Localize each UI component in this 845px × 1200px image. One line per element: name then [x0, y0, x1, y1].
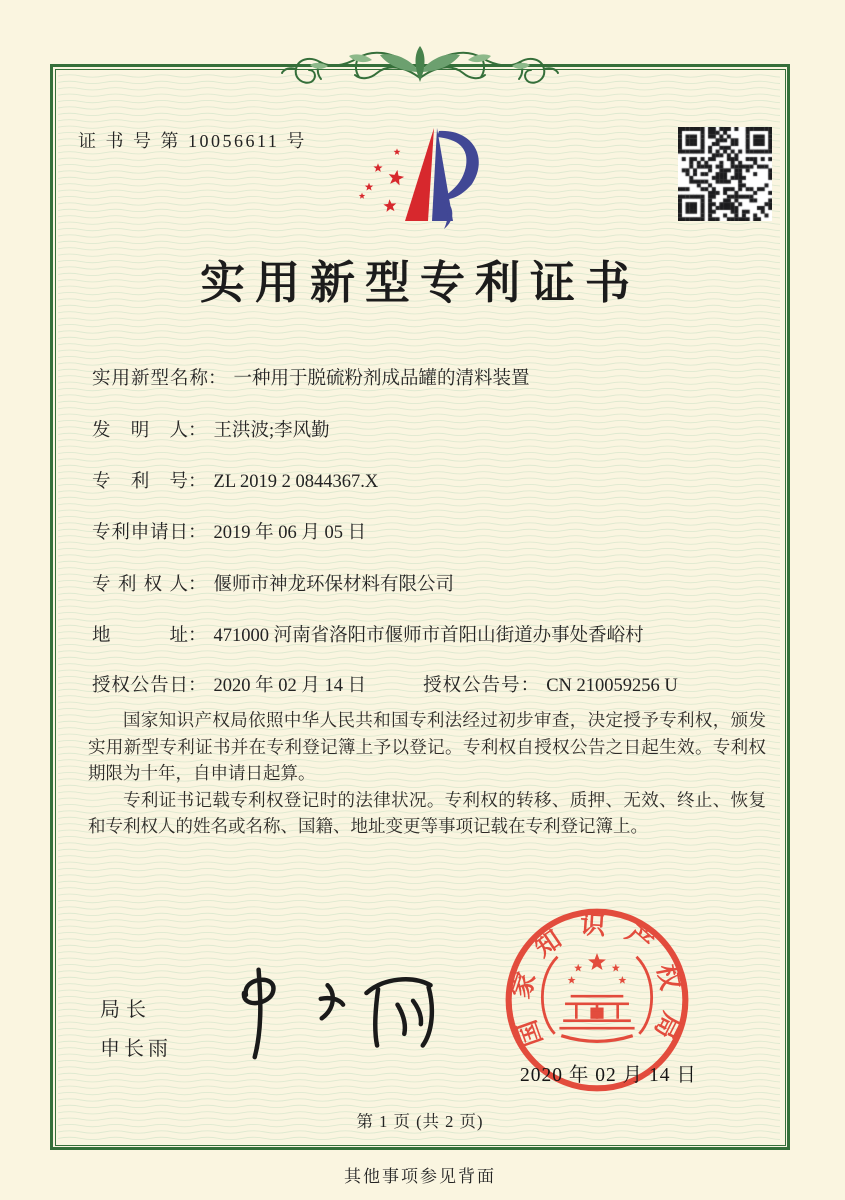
director-signature [212, 960, 447, 1062]
field-value: CN 210059256 U [546, 676, 678, 696]
qr-code [678, 127, 772, 221]
cnipa-logo-icon [350, 122, 492, 232]
national-emblem-icon [542, 953, 651, 1041]
field-label: 专利号 [92, 472, 188, 492]
field-row-filing-date [92, 518, 366, 544]
field-row-patent-number [92, 467, 378, 493]
field-label: 地址 [92, 626, 188, 646]
page-number: 第 1 页 (共 2 页) [356, 1112, 484, 1131]
seal-date: 2020 年 02 月 14 日 [520, 1065, 697, 1086]
svg-text:国家知识产权局 [507, 911, 687, 1059]
field-label: 授权公告号 [423, 676, 521, 696]
legal-text-block [88, 707, 766, 840]
field-colon: ： [520, 676, 540, 696]
field-label: 专利权人 [92, 575, 188, 595]
field-colon: ： [188, 472, 207, 492]
field-label: 专利申请日 [92, 523, 188, 543]
field-value: 王洪波;李风勤 [213, 421, 330, 441]
field-colon: ： [188, 626, 207, 646]
field-value: 2019 年 06 月 05 日 [213, 523, 367, 543]
field-colon: ： [188, 421, 207, 441]
field-row-grant [92, 671, 678, 697]
field-row-patentee [92, 570, 454, 596]
logo-stars [359, 148, 404, 211]
field-value: ZL 2019 2 0844367.X [213, 472, 379, 492]
field-value: 一种用于脱硫粉剂成品罐的清料装置 [233, 369, 530, 389]
reverse-side-note: 其他事项参见背面 [344, 1167, 496, 1186]
field-label: 发明人 [92, 421, 188, 441]
field-value: 471000 河南省洛阳市偃师市首阳山街道办事处香峪村 [213, 626, 644, 646]
field-label: 授权公告日 [92, 676, 188, 696]
legal-paragraph: 国家知识产权局依照中华人民共和国专利法经过初步审查，决定授予专利权，颁发实用新型专利证书并在专利登记簿上予以登记。专利权自授权公告之日起生效。专利权期限为十年，自申请日起算。 [88, 710, 766, 783]
field-value: 2020 年 02 月 14 日 [213, 676, 367, 696]
grant-number-pair [423, 676, 678, 696]
field-value: 偃师市神龙环保材料有限公司 [213, 575, 455, 595]
commissioner-name: 申长雨 [100, 1038, 172, 1060]
field-colon: ： [188, 523, 207, 543]
field-colon: ： [188, 575, 207, 595]
commissioner-title: 局长 [100, 999, 152, 1021]
field-row-inventors [92, 416, 330, 442]
field-colon: ： [188, 676, 207, 696]
field-row-address [92, 621, 644, 647]
field-row-utility-model-name [92, 364, 530, 390]
certificate-title: 实用新型专利证书 [199, 258, 640, 308]
certificate-number: 证 书 号 第 10056611 号 [78, 131, 307, 151]
field-label: 实用新型名称 [92, 369, 208, 389]
qr-code-image [678, 127, 772, 221]
field-colon: ： [208, 369, 227, 389]
seal-agency-text: 国家知识产权局 [506, 910, 688, 1059]
border-ornament [270, 42, 570, 102]
legal-paragraph: 专利证书记载专利权登记时的法律状况。专利权的转移、质押、无效、终止、恢复和专利权人的姓名或名称、国籍、地址变更等事项记载在专利登记簿上。 [88, 789, 766, 836]
